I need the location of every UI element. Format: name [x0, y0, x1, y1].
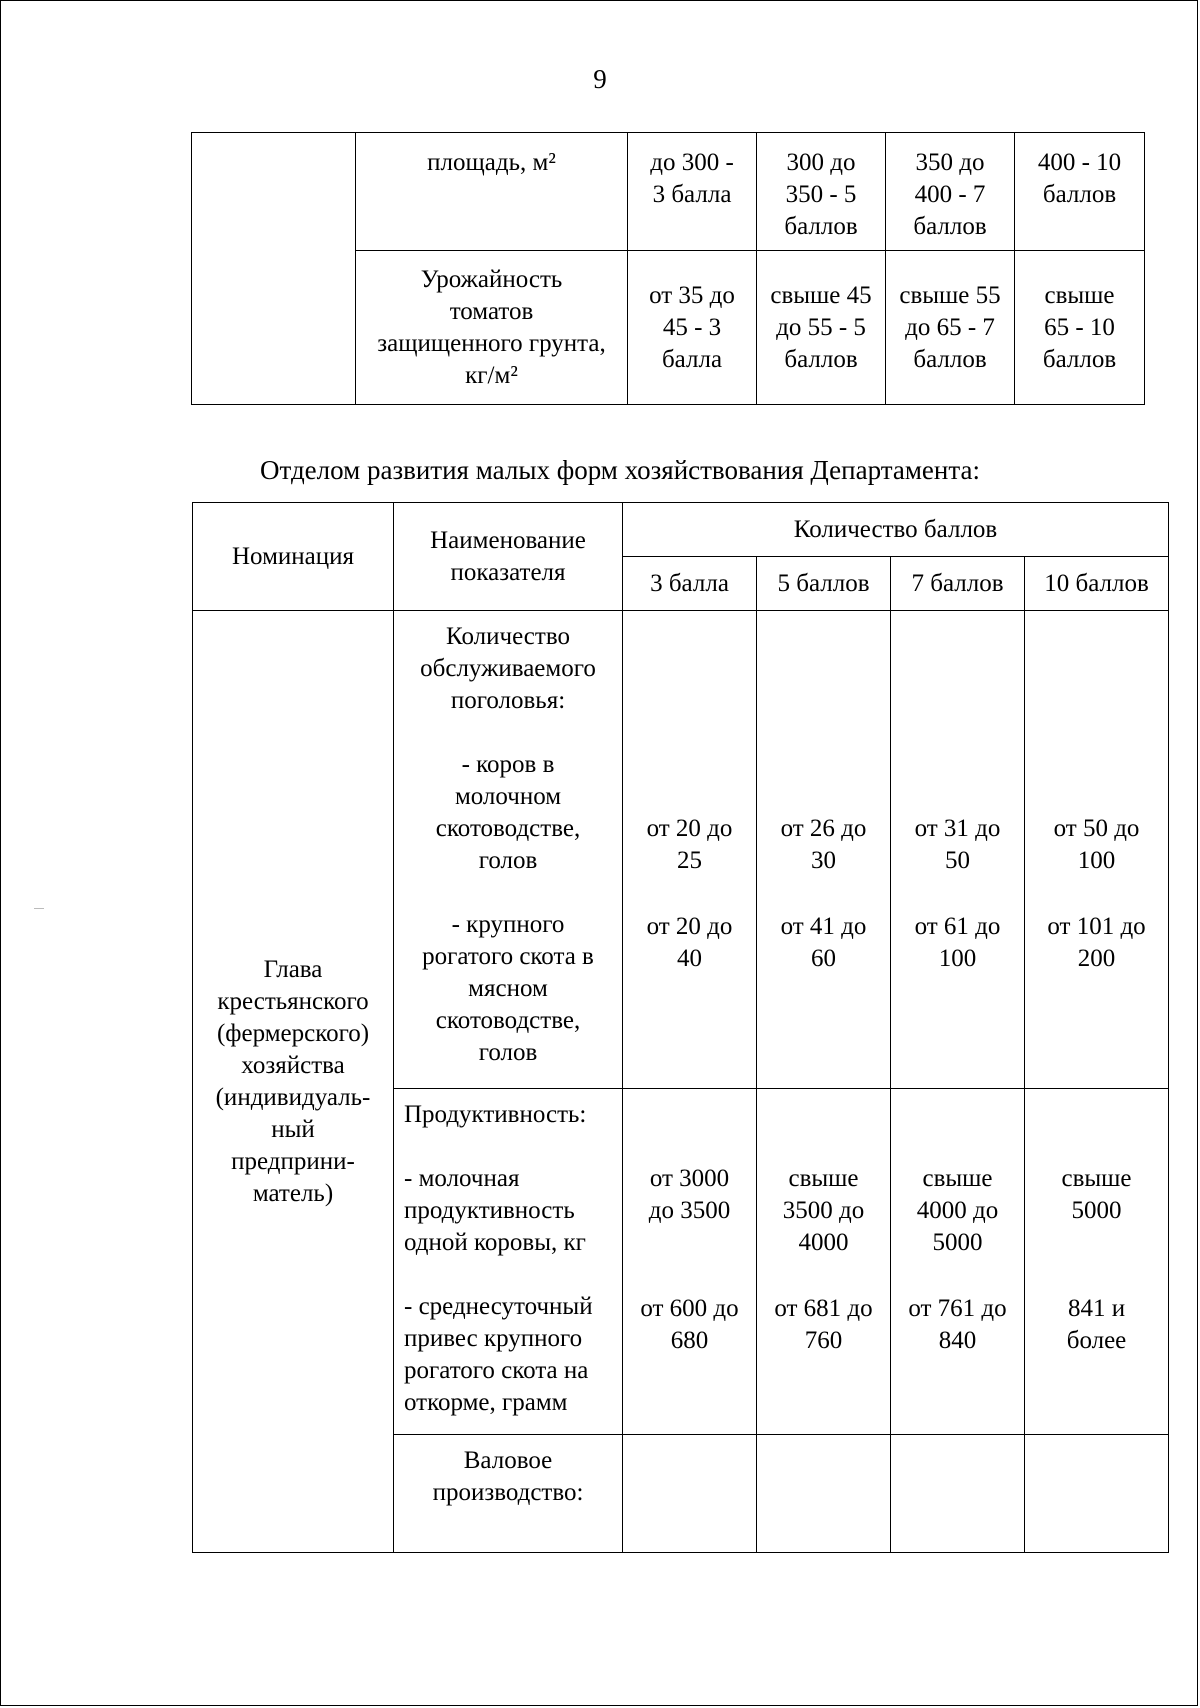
value-milk: свыше 5000: [1061, 1165, 1132, 1224]
page-number: 9: [593, 64, 607, 94]
header-column: 3 балла: [623, 557, 757, 611]
value-cell: свыше 55 до 65 - 7 баллов: [886, 251, 1015, 405]
value-cell: [1025, 611, 1169, 1089]
value-cell: [891, 611, 1025, 1089]
value-cell: [891, 1089, 1025, 1435]
header-column: 10 баллов: [1025, 557, 1169, 611]
value-cell: 300 до 350 - 5 баллов: [757, 133, 886, 251]
value-cell: [623, 611, 757, 1089]
value-gain: от 761 до 840: [908, 1295, 1007, 1354]
value-cattle: от 20 до 40: [646, 913, 733, 972]
value-cell: свыше 45 до 55 - 5 баллов: [757, 251, 886, 405]
table-row: [193, 611, 1169, 1089]
value-milk: свыше 3500 до 4000: [782, 1165, 865, 1256]
value-cell: [757, 611, 891, 1089]
value-cell-empty: [757, 1435, 891, 1553]
header-column: 5 баллов: [757, 557, 891, 611]
value-cattle: от 61 до 100: [914, 913, 1001, 972]
value-gain: 841 и более: [1066, 1295, 1127, 1354]
indicator-cell: Продуктивность: - молочная продуктивность одной коровы, кг - среднесуточный привес крупного рогатого скота на откорме, грамм: [394, 1089, 623, 1435]
header-row: [193, 503, 1169, 557]
value-cell: до 300 - 3 балла: [628, 133, 757, 251]
value-cell: свыше 65 - 10 баллов: [1015, 251, 1145, 405]
value-cows: от 20 до 25: [646, 815, 733, 874]
value-cows: от 31 до 50: [914, 815, 1001, 874]
indicator-cell: Валовое производство:: [394, 1435, 623, 1553]
value-gain: от 600 до 680: [640, 1295, 739, 1354]
value-cattle: от 41 до 60: [780, 913, 867, 972]
scan-mark: [34, 908, 44, 909]
table-row: [192, 133, 1145, 251]
indicator-cell: площадь, м²: [356, 133, 628, 251]
header-column: 7 баллов: [891, 557, 1025, 611]
value-cell-empty: [623, 1435, 757, 1553]
value-cell: 400 - 10 баллов: [1015, 133, 1145, 251]
value-milk: свыше 4000 до 5000: [916, 1165, 999, 1256]
value-cell: от 35 до 45 - 3 балла: [628, 251, 757, 405]
value-cell: [1025, 1089, 1169, 1435]
header-points: Количество баллов: [623, 503, 1169, 557]
value-cattle: от 101 до 200: [1047, 913, 1146, 972]
value-cell: 350 до 400 - 7 баллов: [886, 133, 1015, 251]
value-cows: от 50 до 100: [1053, 815, 1140, 874]
value-cell-empty: [1025, 1435, 1169, 1553]
indicator-cell: Урожайность томатов защищенного грунта, кг/м²: [356, 251, 628, 405]
value-gain: от 681 до 760: [774, 1295, 873, 1354]
nomination-cell-empty: [192, 133, 356, 405]
value-cell: [757, 1089, 891, 1435]
value-cows: от 26 до 30: [780, 815, 867, 874]
table-small-farm-criteria: [192, 502, 1169, 1553]
value-milk: от 3000 до 3500: [648, 1165, 731, 1224]
header-indicator: Наименование показателя: [394, 503, 623, 611]
nomination-cell: Глава крестьянского (фермерского) хозяйства (индивидуаль- ный предприни- матель): [193, 611, 394, 1553]
section-heading: Отделом развития малых форм хозяйствования Департамента:: [260, 455, 980, 485]
value-cell: [623, 1089, 757, 1435]
indicator-cell: Количество обслуживаемого поголовья: - коров в молочном скотоводстве, голов - крупного рогатого скота в мясном скотоводстве, голов: [394, 611, 623, 1089]
value-cell-empty: [891, 1435, 1025, 1553]
table-greenhouse-criteria: [191, 132, 1145, 405]
header-nomination: Номинация: [193, 503, 394, 611]
